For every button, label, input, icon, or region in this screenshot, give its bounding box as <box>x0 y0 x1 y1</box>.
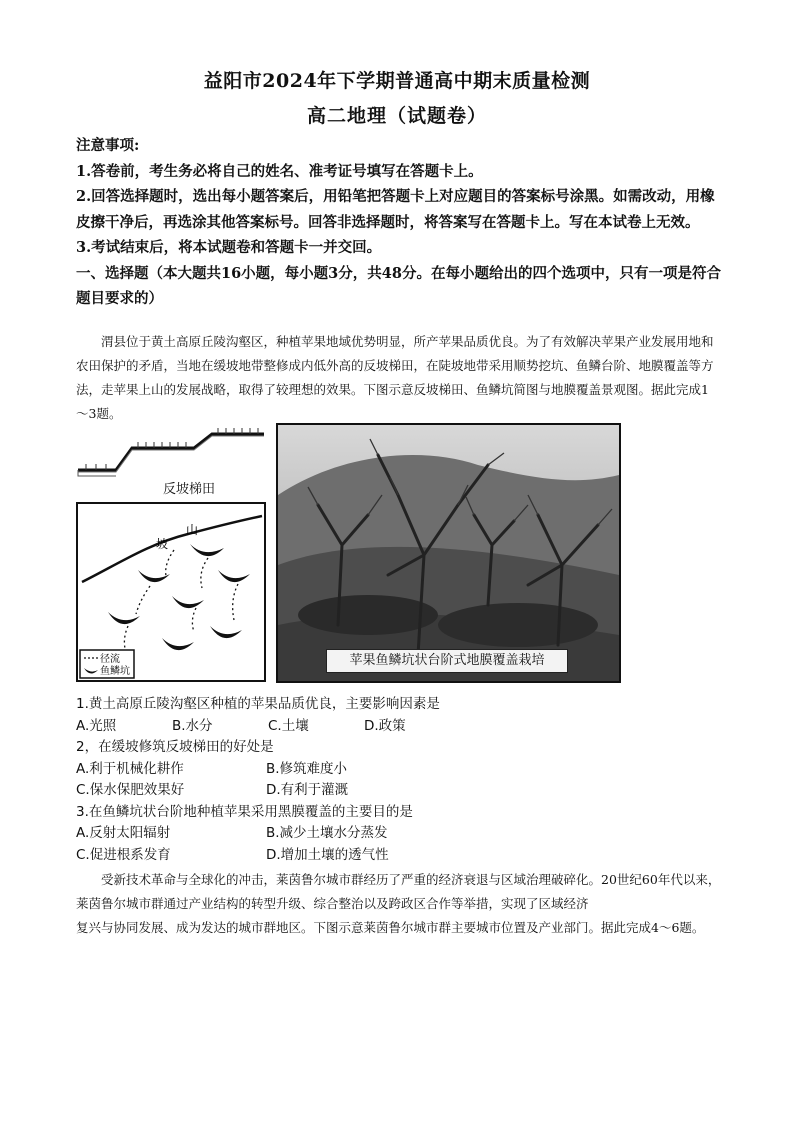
questions-1-3 <box>76 694 636 866</box>
slope-label: 坡 <box>156 537 169 551</box>
question-1-option-a: A.光照 <box>76 717 117 734</box>
question-1-options <box>76 716 636 738</box>
question-2-option-a: A.利于机械化耕作 <box>76 760 184 777</box>
question-2-option-b: B.修筑难度小 <box>266 760 348 777</box>
question-1-option-b: B.水分 <box>172 717 213 734</box>
pit-mark <box>162 638 194 650</box>
question-2-options-row1 <box>76 759 636 781</box>
instructions <box>76 133 721 312</box>
question-2-option-d: D.有利于灌溉 <box>266 782 349 798</box>
question-3-option-a: A.反射太阳辐射 <box>76 825 171 841</box>
section-heading: 一、选择题（本大题共16小题，每小题3分，共48分。在每小题给出的四个选项中，只有一项是符合题目要求的） <box>76 264 721 307</box>
pit-mark <box>190 544 224 556</box>
question-3-option-c: C.促进根系发育 <box>76 846 171 863</box>
terrace-label: 反坡梯田 <box>163 482 216 497</box>
question-3-options-row1 <box>76 823 636 845</box>
question-3-stem: 3.在鱼鳞坑状台阶地种植苹果采用黑膜覆盖的主要目的是 <box>76 803 413 820</box>
passage-2-line-2: 复兴与协同发展、成为发达的城市群地区。下图示意莱茵鲁尔城市群主要城市位置及产业部门。据此完成4～6题。 <box>76 920 705 935</box>
question-3-options-row2 <box>76 845 636 867</box>
question-3-option-b: B.减少土壤水分蒸发 <box>266 825 388 841</box>
orchard-photo-illustration <box>278 425 619 681</box>
question-2-option-c: C.保水保肥效果好 <box>76 782 185 798</box>
passage-1 <box>76 330 721 426</box>
passage-2-line-1: 受新技术革命与全球化的冲击，莱茵鲁尔城市群经历了严重的经济衰退与区域治理破碎化。20世纪60年代以来，莱茵鲁尔城市群通过产业结构的转型升级、综合整治以及跨政区合作等举措，实现了区域经济 <box>76 872 721 911</box>
question-1-option-c: C.土壤 <box>268 717 309 734</box>
instructions-heading: 注意事项: <box>76 137 140 154</box>
instruction-item-2: 2.回答选择题时，选出每小题答案后，用铅笔把答题卡上对应题目的答案标号涂黑。如需改动，用橡皮擦干净后，再选涂其他答案标号。回答非选择题时，将答案写在答题卡上。写在本试卷上无效。 <box>76 188 715 231</box>
exam-title: 益阳市2024年下学期普通高中期末质量检测 <box>203 70 591 92</box>
pit-mark <box>172 596 204 608</box>
pit-mark <box>108 612 140 624</box>
photo-caption: 苹果鱼鳞坑状台阶式地膜覆盖栽培 <box>326 649 568 673</box>
question-1-stem: 1.黄土高原丘陵沟壑区种植的苹果品质优良，主要影响因素是 <box>76 696 440 712</box>
instruction-item-3: 3.考试结束后，将本试题卷和答题卡一并交回。 <box>76 239 382 256</box>
question-2-options-row2 <box>76 780 636 802</box>
mountain-label: 山 <box>186 523 199 537</box>
question-2-stem: 2，在缓坡修筑反坡梯田的好处是 <box>76 739 274 755</box>
passage-2 <box>76 868 721 940</box>
orchard-photo <box>276 423 621 683</box>
question-1-option-d: D.政策 <box>364 717 406 734</box>
question-3-option-d: D.增加土壤的透气性 <box>266 846 389 863</box>
legend-pit-label: 鱼鳞坑 <box>100 666 130 677</box>
fish-scale-pit-diagram <box>76 502 266 682</box>
legend-runoff-label: 径流 <box>100 654 120 665</box>
pit-mark <box>210 626 242 638</box>
instruction-item-1: 1.答卷前，考生务必将自己的姓名、准考证号填写在答题卡上。 <box>76 162 483 180</box>
pit-mark <box>218 570 250 582</box>
passage-1-text: 渭县位于黄土高原丘陵沟壑区，种植苹果地域优势明显，所产苹果品质优良。为了有效解决苹果产业发展用地和农田保护的矛盾，当地在缓坡地带整修成内低外高的反坡梯田，在陡坡地带采用顺势挖坑、鱼鳞台阶、地膜覆盖等方法，走苹果上山的发展战略，取得了较理想的效果。下图示意反坡梯田、鱼鳞坑简图与地膜覆盖景观图。据此完成1～3题。 <box>76 334 714 421</box>
exam-subtitle: 高二地理（试题卷） <box>306 105 487 127</box>
pit-mark <box>138 570 170 582</box>
